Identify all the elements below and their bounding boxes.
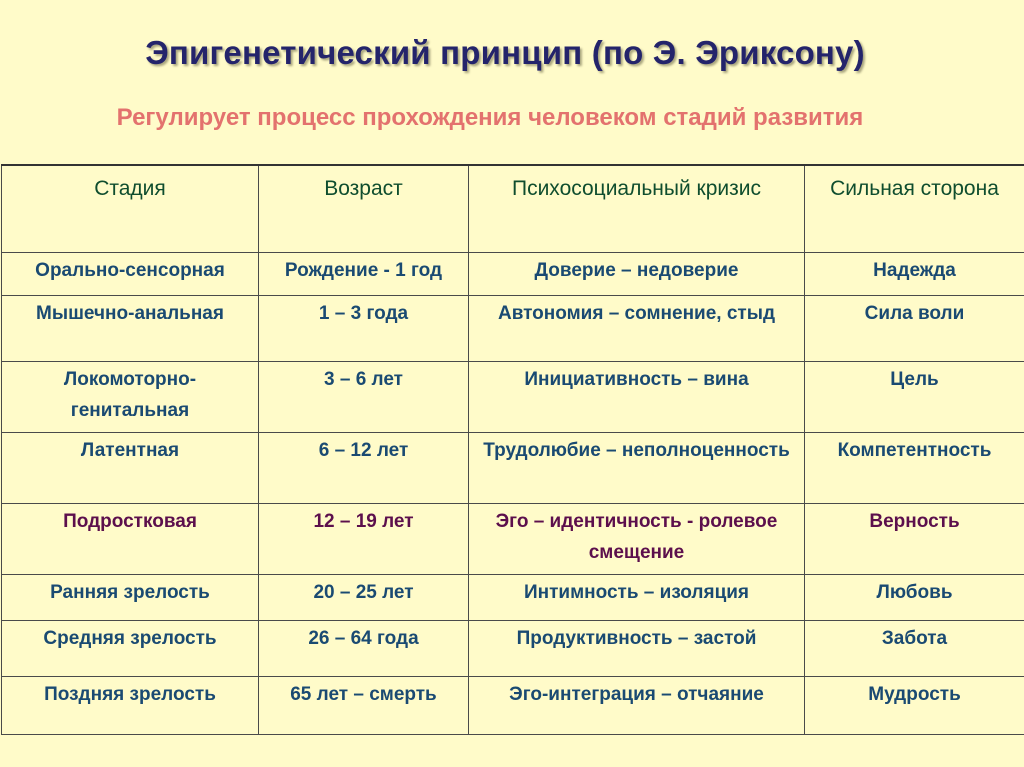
cell-crisis: Автономия – сомнение, стыд [469, 295, 805, 361]
cell-crisis: Доверие – недоверие [469, 252, 805, 295]
table-row [2, 574, 1024, 620]
cell-age: 6 – 12 лет [259, 432, 469, 503]
cell-age: Рождение - 1 год [259, 252, 469, 295]
table-row [2, 503, 1024, 574]
cell-crisis: Продуктивность – застой [469, 620, 805, 676]
cell-age: 20 – 25 лет [259, 574, 469, 620]
cell-stage: Орально-сенсорная [2, 252, 259, 295]
cell-strength: Надежда [805, 252, 1024, 295]
cell-strength: Сила воли [805, 295, 1024, 361]
cell-crisis: Эго – идентичность - ролевое смещение [469, 503, 805, 574]
table-row [2, 295, 1024, 361]
cell-age: 65 лет – смерть [259, 676, 469, 734]
header-age: Возраст [259, 165, 469, 252]
table-row [2, 432, 1024, 503]
cell-strength: Любовь [805, 574, 1024, 620]
cell-age: 12 – 19 лет [259, 503, 469, 574]
cell-strength: Цель [805, 361, 1024, 432]
cell-strength: Компетентность [805, 432, 1024, 503]
cell-crisis: Интимность – изоляция [469, 574, 805, 620]
cell-strength: Верность [805, 503, 1024, 574]
table-row [2, 252, 1024, 295]
cell-stage: Подростковая [2, 503, 259, 574]
cell-stage: Ранняя зрелость [2, 574, 259, 620]
cell-strength: Мудрость [805, 676, 1024, 734]
cell-age: 1 – 3 года [259, 295, 469, 361]
cell-crisis: Эго-интеграция – отчаяние [469, 676, 805, 734]
cell-stage: Средняя зрелость [2, 620, 259, 676]
header-stage: Стадия [2, 165, 259, 252]
table-row [2, 676, 1024, 734]
cell-strength: Забота [805, 620, 1024, 676]
header-strength: Сильная сторона [805, 165, 1024, 252]
header-crisis: Психосоциальный кризис [469, 165, 805, 252]
cell-stage: Латентная [2, 432, 259, 503]
table-row [2, 361, 1024, 432]
cell-stage: Поздняя зрелость [2, 676, 259, 734]
page-subtitle: Регулирует процесс прохождения человеком стадий развития [116, 104, 864, 131]
cell-age: 26 – 64 года [259, 620, 469, 676]
cell-crisis: Трудолюбие – неполноценность [469, 432, 805, 503]
erikson-stages-table [1, 164, 1024, 735]
table-header-row [2, 165, 1024, 252]
cell-stage: Мышечно-анальная [2, 295, 259, 361]
cell-age: 3 – 6 лет [259, 361, 469, 432]
table-row [2, 620, 1024, 676]
page-title: Эпигенетический принцип (по Э. Эриксону) [145, 34, 865, 71]
cell-crisis: Инициативность – вина [469, 361, 805, 432]
cell-stage: Локомоторно-генитальная [2, 361, 259, 432]
